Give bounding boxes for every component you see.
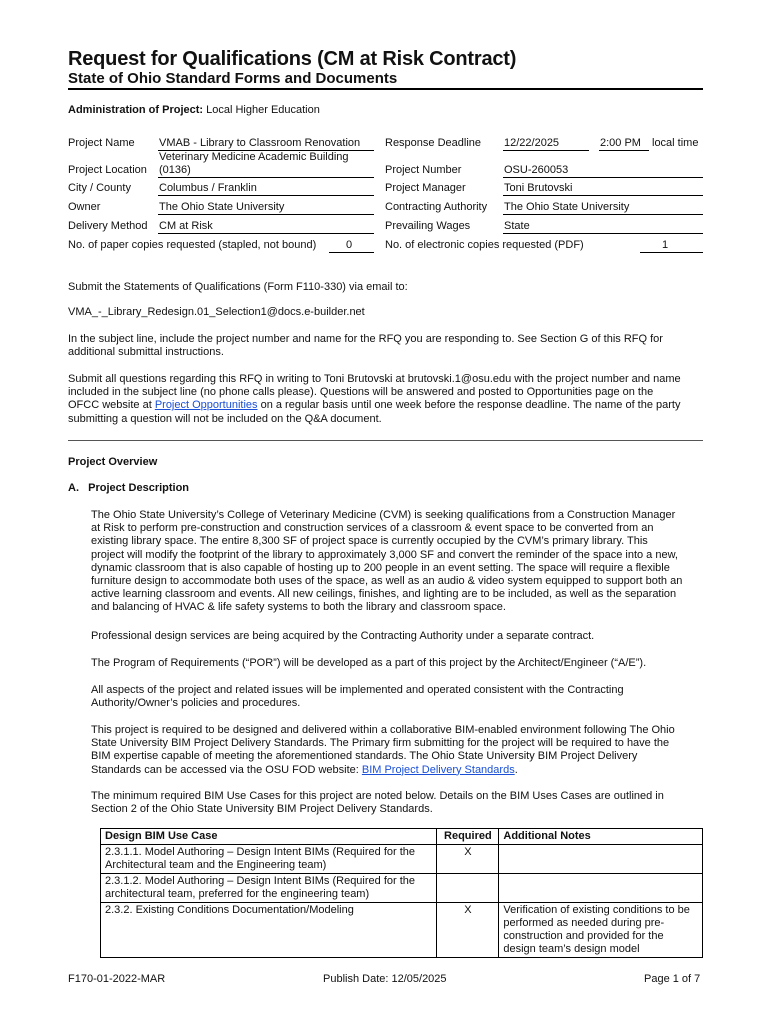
form-id: F170-01-2022-MAR — [68, 973, 166, 985]
response-deadline-date: 12/22/2025 — [504, 137, 560, 149]
paragraph-line — [68, 399, 681, 412]
project-manager-label: Project Manager — [385, 182, 466, 194]
electronic-copies-value: 1 — [662, 239, 669, 251]
project-location-underline — [158, 177, 374, 178]
prevailing-wages-label: Prevailing Wages — [385, 220, 471, 232]
project-manager-underline — [503, 195, 703, 196]
notes-cell — [499, 845, 703, 874]
design-services-paragraph: Professional design services are being acquired by the Contracting Authority under a separate contract. — [91, 630, 595, 642]
use-case-cell: 2.3.1.1. Model Authoring – Design Intent BIMs (Required for the Architectural team and the Engineering team) — [101, 845, 437, 874]
paragraph-line: Authority/Owner’s policies and procedures. — [91, 697, 301, 710]
required-cell: X — [437, 903, 499, 958]
contracting-authority-value: The Ohio State University — [504, 201, 630, 213]
city-county-label: City / County — [68, 182, 131, 194]
paragraph-line: In the subject line, include the project number and name for the RFQ you are responding to. See Section G of this RFQ for — [68, 333, 663, 345]
page-number: Page 1 of 7 — [644, 973, 701, 985]
paragraph-line: included in the subject line (no phone calls please). Questions will be answered and posted to Opportunities page on the — [68, 386, 654, 399]
city-county-underline — [158, 195, 374, 196]
response-deadline-date-underline — [503, 150, 589, 151]
project-description-heading: A. Project Description — [68, 482, 190, 494]
bim-use-cases-paragraph — [91, 790, 664, 816]
submission-instruction: Submit the Statements of Qualifications (Form F110-330) via email to: — [68, 281, 408, 293]
paragraph-text: Standards can be accessed via the OSU FOD website: — [91, 763, 362, 776]
project-location-value-2: (0136) — [159, 164, 191, 176]
paragraph-line: The minimum required BIM Use Cases for this project are noted below. Details on the BIM Uses Cases are outlined in — [91, 790, 664, 802]
column-header-notes: Additional Notes — [499, 829, 703, 845]
table-row — [101, 903, 703, 958]
administration-value: Local Higher Education — [206, 104, 320, 116]
response-deadline-timezone: local time — [652, 137, 699, 149]
administration-line — [68, 104, 320, 117]
table-header-row — [101, 829, 703, 845]
prevailing-wages-value: State — [504, 220, 530, 232]
bim-standards-line — [91, 764, 518, 777]
column-header-use-case: Design BIM Use Case — [101, 829, 437, 845]
owner-value: The Ohio State University — [159, 201, 285, 213]
notes-cell: Verification of existing conditions to be performed as needed during pre-construction and provided for the design team’s design model — [499, 903, 703, 958]
document-title: Request for Qualifications (CM at Risk Contract) — [68, 48, 517, 70]
column-header-required: Required — [437, 829, 499, 845]
project-description-paragraph — [91, 509, 682, 615]
paragraph-line: BIM expertise capable of meeting the aforementioned standards. The Ohio State University BIM Project Delivery — [91, 750, 638, 763]
paragraph-line: The Ohio State University’s College of Veterinary Medicine (CVM) is seeking qualifications from a Construction Manager — [91, 509, 676, 521]
paragraph-text: . — [514, 763, 518, 776]
bim-standards-link[interactable]: BIM Project Delivery Standards — [361, 763, 515, 776]
paragraph-line: furniture design to accommodate both uses of the space, as well as an audio & video system equipped to support both an — [91, 575, 683, 588]
paragraph-line: All aspects of the project and related issues will be implemented and operated consistent with the Contracting — [91, 684, 624, 696]
publish-date: Publish Date: 12/05/2025 — [323, 973, 447, 985]
electronic-copies-label: No. of electronic copies requested (PDF) — [385, 239, 584, 251]
response-deadline-label: Response Deadline — [385, 137, 482, 149]
administration-label: Administration of Project: — [68, 104, 204, 116]
project-location-label: Project Location — [68, 164, 147, 176]
response-deadline-time-underline — [599, 150, 649, 151]
use-case-cell: 2.3.2. Existing Conditions Documentation/Modeling — [101, 903, 437, 958]
response-deadline-time: 2:00 PM — [600, 137, 641, 149]
paragraph-line: at Risk to perform pre-construction and construction services of a classroom & event space to be converted from an — [91, 522, 654, 535]
subject-line-instruction — [68, 333, 663, 359]
city-county-value: Columbus / Franklin — [159, 182, 257, 194]
use-case-cell: 2.3.1.2. Model Authoring – Design Intent BIMs (Required for the architectural team, preferred for the engineering team) — [101, 874, 437, 903]
document-subtitle: State of Ohio Standard Forms and Documents — [68, 70, 398, 87]
bim-requirement-paragraph — [91, 724, 675, 764]
paragraph-line: Submit all questions regarding this RFQ in writing to Toni Brutovski at brutovski.1@osu.edu with the project number and name — [68, 373, 681, 385]
electronic-copies-underline — [640, 252, 703, 253]
paragraph-text: on a regular basis until one week before the response deadline. The name of the party — [257, 399, 681, 412]
project-number-value: OSU-260053 — [504, 164, 569, 176]
paper-copies-label: No. of paper copies requested (stapled, not bound) — [68, 239, 317, 251]
paper-copies-underline — [329, 252, 374, 253]
paragraph-line: and balancing of HVAC & life safety systems to both the library and classroom space. — [91, 601, 506, 614]
delivery-method-underline — [158, 233, 374, 234]
contracting-authority-underline — [503, 214, 703, 215]
project-number-label: Project Number — [385, 164, 462, 176]
project-opportunities-link[interactable]: Project Opportunities — [154, 399, 258, 412]
questions-instruction — [68, 373, 681, 426]
paragraph-line: existing library space. The entire 8,300 SF of project space is currently occupied by the CVM’s primary library. This — [91, 535, 648, 548]
paper-copies-value: 0 — [346, 239, 353, 251]
required-cell: X — [437, 845, 499, 874]
paragraph-line: State University BIM Project Delivery Standards. The Primary firm submitting for the project will be required to have the — [91, 737, 670, 750]
submission-email[interactable]: VMA_-_Library_Redesign.01_Selection1@docs.e-builder.net — [68, 306, 365, 318]
required-cell — [437, 874, 499, 903]
bim-use-case-table — [100, 828, 703, 958]
policies-paragraph — [91, 684, 624, 710]
title-rule — [68, 88, 703, 90]
paragraph-line: active learning classroom and events. All new ceilings, finishes, and lighting are to be included, as well as the separation — [91, 588, 677, 601]
section-divider — [68, 440, 703, 441]
paragraph-text: OFCC website at — [68, 399, 155, 412]
project-name-label: Project Name — [68, 137, 135, 149]
owner-label: Owner — [68, 201, 101, 213]
contracting-authority-label: Contracting Authority — [385, 201, 488, 213]
delivery-method-label: Delivery Method — [68, 220, 148, 232]
paragraph-line: submitting a question will not be included on the Q&A document. — [68, 412, 382, 425]
project-overview-heading: Project Overview — [68, 456, 158, 468]
table-row — [101, 845, 703, 874]
prevailing-wages-underline — [503, 233, 703, 234]
paragraph-line: project will modify the footprint of the library to approximately 3,000 SF and convert the reminder of the space into a new, — [91, 548, 678, 561]
delivery-method-value: CM at Risk — [159, 220, 213, 232]
project-name-value: VMAB - Library to Classroom Renovation — [159, 137, 361, 149]
project-manager-value: Toni Brutovski — [504, 182, 573, 194]
paragraph-line: This project is required to be designed and delivered within a collaborative BIM-enabled environment following The Ohio — [91, 724, 675, 736]
paragraph-line: additional submittal instructions. — [68, 346, 224, 359]
project-number-underline — [503, 177, 703, 178]
table-row — [101, 874, 703, 903]
paragraph-line: Section 2 of the Ohio State University BIM Project Delivery Standards. — [91, 803, 433, 816]
owner-underline — [158, 214, 374, 215]
notes-cell — [499, 874, 703, 903]
paragraph-line: dynamic classroom that is also capable of hosting up to 200 people in an event setting. The space will require a flexible — [91, 561, 670, 574]
project-location-value-1: Veterinary Medicine Academic Building — [159, 151, 349, 163]
por-paragraph: The Program of Requirements (“POR”) will be developed as a part of this project by the Architect/Engineer (“A/E”). — [91, 657, 647, 669]
